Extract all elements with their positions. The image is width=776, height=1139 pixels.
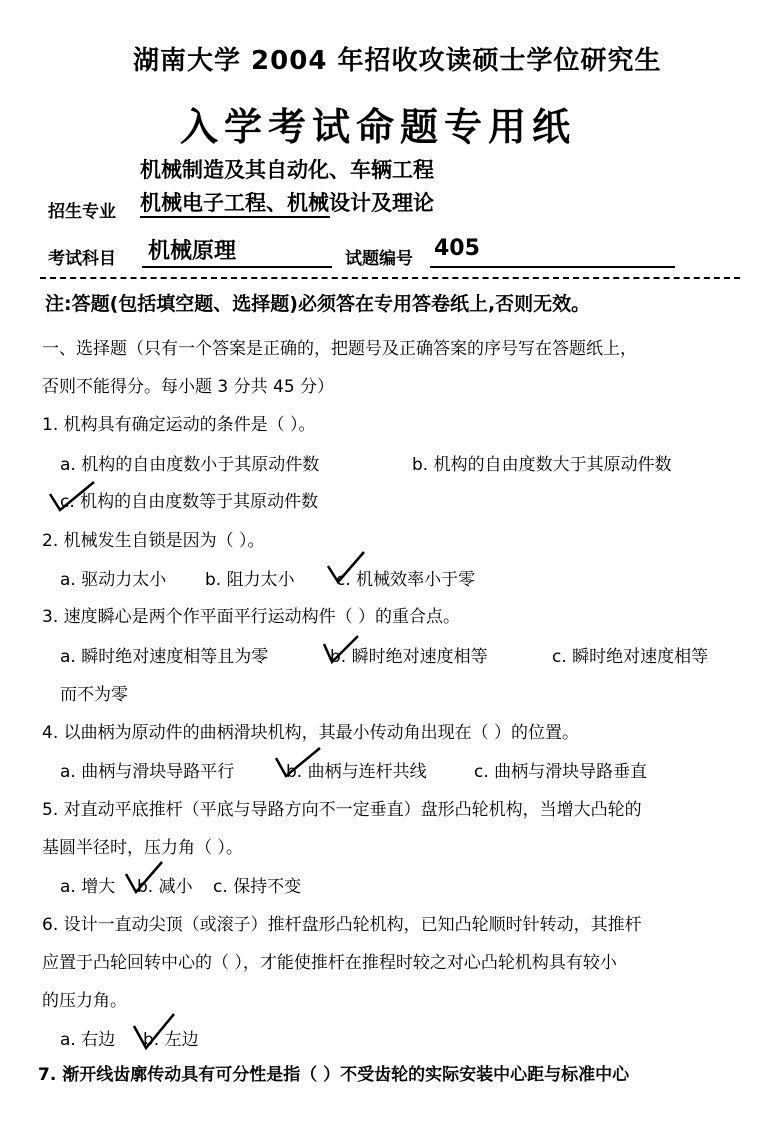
code-value: 405 xyxy=(434,236,480,261)
question-6-option-a: a. 右边 xyxy=(60,1030,116,1050)
question-4-stem: 4. 以曲柄为原动件的曲柄滑块机构，其最小传动角出现在（ ）的位置。 xyxy=(42,723,580,743)
question-2-option-c: c. 机械效率小于零 xyxy=(336,570,476,590)
code-label: 试题编号 xyxy=(345,249,413,269)
exam-header-line1: 湖南大学 2004 年招收攻读硕士学位研究生 xyxy=(133,46,662,76)
exam-header-title: 入学考试命题专用纸 xyxy=(180,104,577,149)
question-1-option-a: a. 机构的自由度数小于其原动件数 xyxy=(60,455,320,475)
question-1-stem: 1. 机构具有确定运动的条件是（ ）。 xyxy=(42,415,316,435)
subject-underline xyxy=(142,266,332,268)
major-line1: 机械制造及其自动化、车辆工程 xyxy=(140,158,434,182)
major-label: 招生专业 xyxy=(48,202,116,222)
question-5-option-a: a. 增大 xyxy=(60,877,116,897)
question-6-option-b: b. 左边 xyxy=(143,1030,199,1050)
question-5-stem-line1: 5. 对直动平底推杆（平底与导路方向不一定垂直）盘形凸轮机构，当增大凸轮的 xyxy=(42,800,642,820)
question-1-option-c: c. 机构的自由度数等于其原动件数 xyxy=(60,492,319,512)
checkmark-q3-icon xyxy=(320,632,360,668)
question-3-option-b: b. 瞬时绝对速度相等 xyxy=(330,647,488,667)
checkmark-q6-icon xyxy=(132,1012,176,1052)
answer-note: 注:答题(包括填空题、选择题)必须答在专用答卷纸上,否则无效。 xyxy=(45,293,591,315)
checkmark-q5-icon xyxy=(124,860,164,896)
section-title-line1: 一、选择题（只有一个答案是正确的，把题号及正确答案的序号写在答题纸上， xyxy=(42,339,637,359)
question-3-option-c-cont: 而不为零 xyxy=(60,685,128,705)
question-6-stem-line1: 6. 设计一直动尖顶（或滚子）推杆盘形凸轮机构，已知凸轮顺时针转动，其推杆 xyxy=(42,915,642,935)
question-5-stem-line2: 基圆半径时，压力角（ ）。 xyxy=(42,838,243,858)
question-7-stem: 7. 渐开线齿廓传动具有可分性是指（ ）不受齿轮的实际安装中心距与标准中心 xyxy=(38,1065,630,1085)
subject-value: 机械原理 xyxy=(148,239,237,264)
question-5-option-c: c. 保持不变 xyxy=(213,877,302,897)
major-line2: 机械电子工程、机械设计及理论 xyxy=(140,191,434,215)
subject-label: 考试科目 xyxy=(48,249,116,269)
question-4-option-c: c. 曲柄与滑块导路垂直 xyxy=(474,762,648,782)
section-title-line2: 否则不能得分。每小题 3 分共 45 分） xyxy=(42,377,335,397)
question-5-option-b: b. 减小 xyxy=(137,877,193,897)
question-3-stem: 3. 速度瞬心是两个作平面平行运动构件（ ）的重合点。 xyxy=(42,607,461,627)
question-3-option-a: a. 瞬时绝对速度相等且为零 xyxy=(60,647,269,667)
question-6-stem-line3: 的压力角。 xyxy=(42,991,127,1011)
dashed-divider xyxy=(40,277,740,279)
code-underline xyxy=(430,266,675,268)
question-4-option-b: b. 曲柄与连杆共线 xyxy=(286,762,427,782)
question-2-option-b: b. 阻力太小 xyxy=(205,570,295,590)
question-4-option-a: a. 曲柄与滑块导路平行 xyxy=(60,762,235,782)
checkmark-q1-icon xyxy=(48,480,98,516)
question-3-option-c: c. 瞬时绝对速度相等 xyxy=(552,647,709,667)
question-1-option-b: b. 机构的自由度数大于其原动件数 xyxy=(412,455,672,475)
question-6-stem-line2: 应置于凸轮回转中心的（ ），才能使推杆在推程时较之对心凸轮机构具有较小 xyxy=(42,953,617,973)
major-underline xyxy=(140,216,330,218)
question-2-stem: 2. 机械发生自锁是因为（ ）。 xyxy=(42,531,265,551)
checkmark-q4-icon xyxy=(274,744,324,780)
question-2-option-a: a. 驱动力太小 xyxy=(60,570,167,590)
checkmark-q2-icon xyxy=(326,550,366,586)
